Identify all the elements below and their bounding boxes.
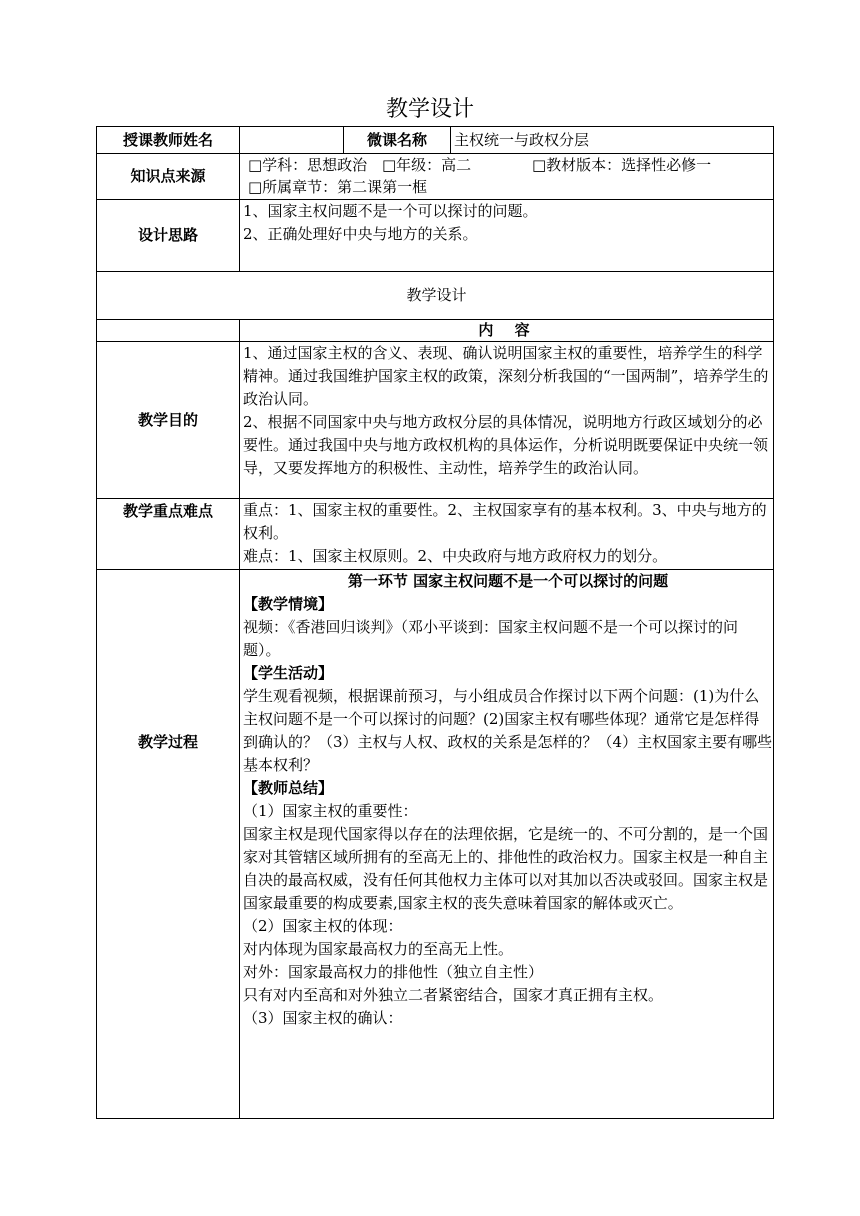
row-key <box>97 499 774 570</box>
row-teacher <box>97 127 774 154</box>
summary-point-2-line: 对外：国家最高权力的排他性（独立自主性） <box>243 963 544 981</box>
idea-value <box>240 200 774 272</box>
idea-line: 1、国家主权问题不是一个可以探讨的问题。 <box>243 202 538 220</box>
idea-line: 2、正确处理好中央与地方的关系。 <box>243 225 478 243</box>
activity-text: 学生观看视频，根据课前预习，与小组成员合作探讨以下两个问题：(1)为什么主权问题不是一个可以探讨的问题？(2)国家主权有哪些体现？通常它是怎样得到确认的？（3）主权与人权、政权的关系是怎样的？（4）主权国家主要有哪些基本权利？ <box>243 687 773 774</box>
chapter-checkbox-item: □所属章节：第二课第一框 <box>248 178 428 196</box>
summary-point-2-line: 只有对内至高和对外独立二者紧密结合，国家才真正拥有主权。 <box>243 986 664 1004</box>
key-paragraph: 难点：1、国家主权原则。2、中央政府与地方政府权力的划分。 <box>243 547 668 565</box>
row-process <box>97 570 774 1119</box>
summary-point-2-line: 对内体现为国家最高权力的至高无上性。 <box>243 940 514 958</box>
edition-checkbox-item: □教材版本：选择性必修一 <box>531 156 712 174</box>
source-value <box>240 154 774 200</box>
summary-point-1-title: （1）国家主权的重要性： <box>243 802 418 820</box>
summary-point-2-title: （2）国家主权的体现： <box>243 917 403 935</box>
teacher-label: 授课教师姓名 <box>97 127 240 154</box>
goal-label: 教学目的 <box>97 342 240 499</box>
process-heading: 第一环节 国家主权问题不是一个可以探讨的问题 <box>347 572 669 590</box>
process-label: 教学过程 <box>97 570 240 1119</box>
teacher-value <box>240 127 344 154</box>
course-value: 主权统一与政权分层 <box>451 127 774 154</box>
row-goal <box>97 342 774 499</box>
row-section-title <box>97 272 774 320</box>
grade-checkbox-item: □年级：高二 <box>381 156 472 174</box>
situation-text: 视频：《香港回归谈判》（邓小平谈到：国家主权问题不是一个可以探讨的问题）。 <box>243 618 739 659</box>
summary-point-1-text: 国家主权是现代国家得以存在的法理依据，它是统一的、不可分割的，是一个国家对其管辖区域所拥有的至高无上的、排他性的政治权力。国家主权是一种自主自决的最高权威，没有任何其他权力主体可以对其加以否决或驳回。国家主权是国家最重要的构成要素,国家主权的丧失意味着国家的解体或灭亡。 <box>243 825 769 912</box>
document-title: 教学设计 <box>385 97 474 122</box>
key-label: 教学重点难点 <box>97 499 240 570</box>
situation-title: 【教学情境】 <box>243 595 334 613</box>
section-title: 教学设计 <box>97 272 774 320</box>
goal-paragraph: 2、根据不同国家中央与地方政权分层的具体情况，说明地方行政区域划分的必要性。通过我国中央与地方政权机构的具体运作，分析说明既要保证中央统一领导，又要发挥地方的积极性、主动性，培养学生的政治认同。 <box>243 413 769 477</box>
content-header-blank <box>97 320 240 342</box>
summary-title: 【教师总结】 <box>243 779 334 797</box>
goal-value <box>240 342 774 499</box>
process-value <box>240 570 774 1119</box>
source-label: 知识点来源 <box>97 154 240 200</box>
goal-paragraph: 1、通过国家主权的含义、表现、确认说明国家主权的重要性，培养学生的科学精神。通过我国维护国家主权的政策，深刻分析我国的“一国两制”，培养学生的政治认同。 <box>243 344 769 408</box>
lesson-design-table <box>96 126 774 1119</box>
subject-checkbox-item: □学科：思想政治 <box>248 156 368 174</box>
key-value <box>240 499 774 570</box>
summary-point-3-title: （3）国家主权的确认： <box>243 1009 403 1027</box>
key-paragraph: 重点：1、国家主权的重要性。2、主权国家享有的基本权利。3、中央与地方的权利。 <box>243 501 767 542</box>
content-header: 内 容 <box>240 320 774 342</box>
activity-title: 【学生活动】 <box>243 664 334 682</box>
idea-label: 设计思路 <box>97 200 240 272</box>
row-source <box>97 154 774 200</box>
course-label: 微课名称 <box>344 127 451 154</box>
row-idea <box>97 200 774 272</box>
row-content-header <box>97 320 774 342</box>
